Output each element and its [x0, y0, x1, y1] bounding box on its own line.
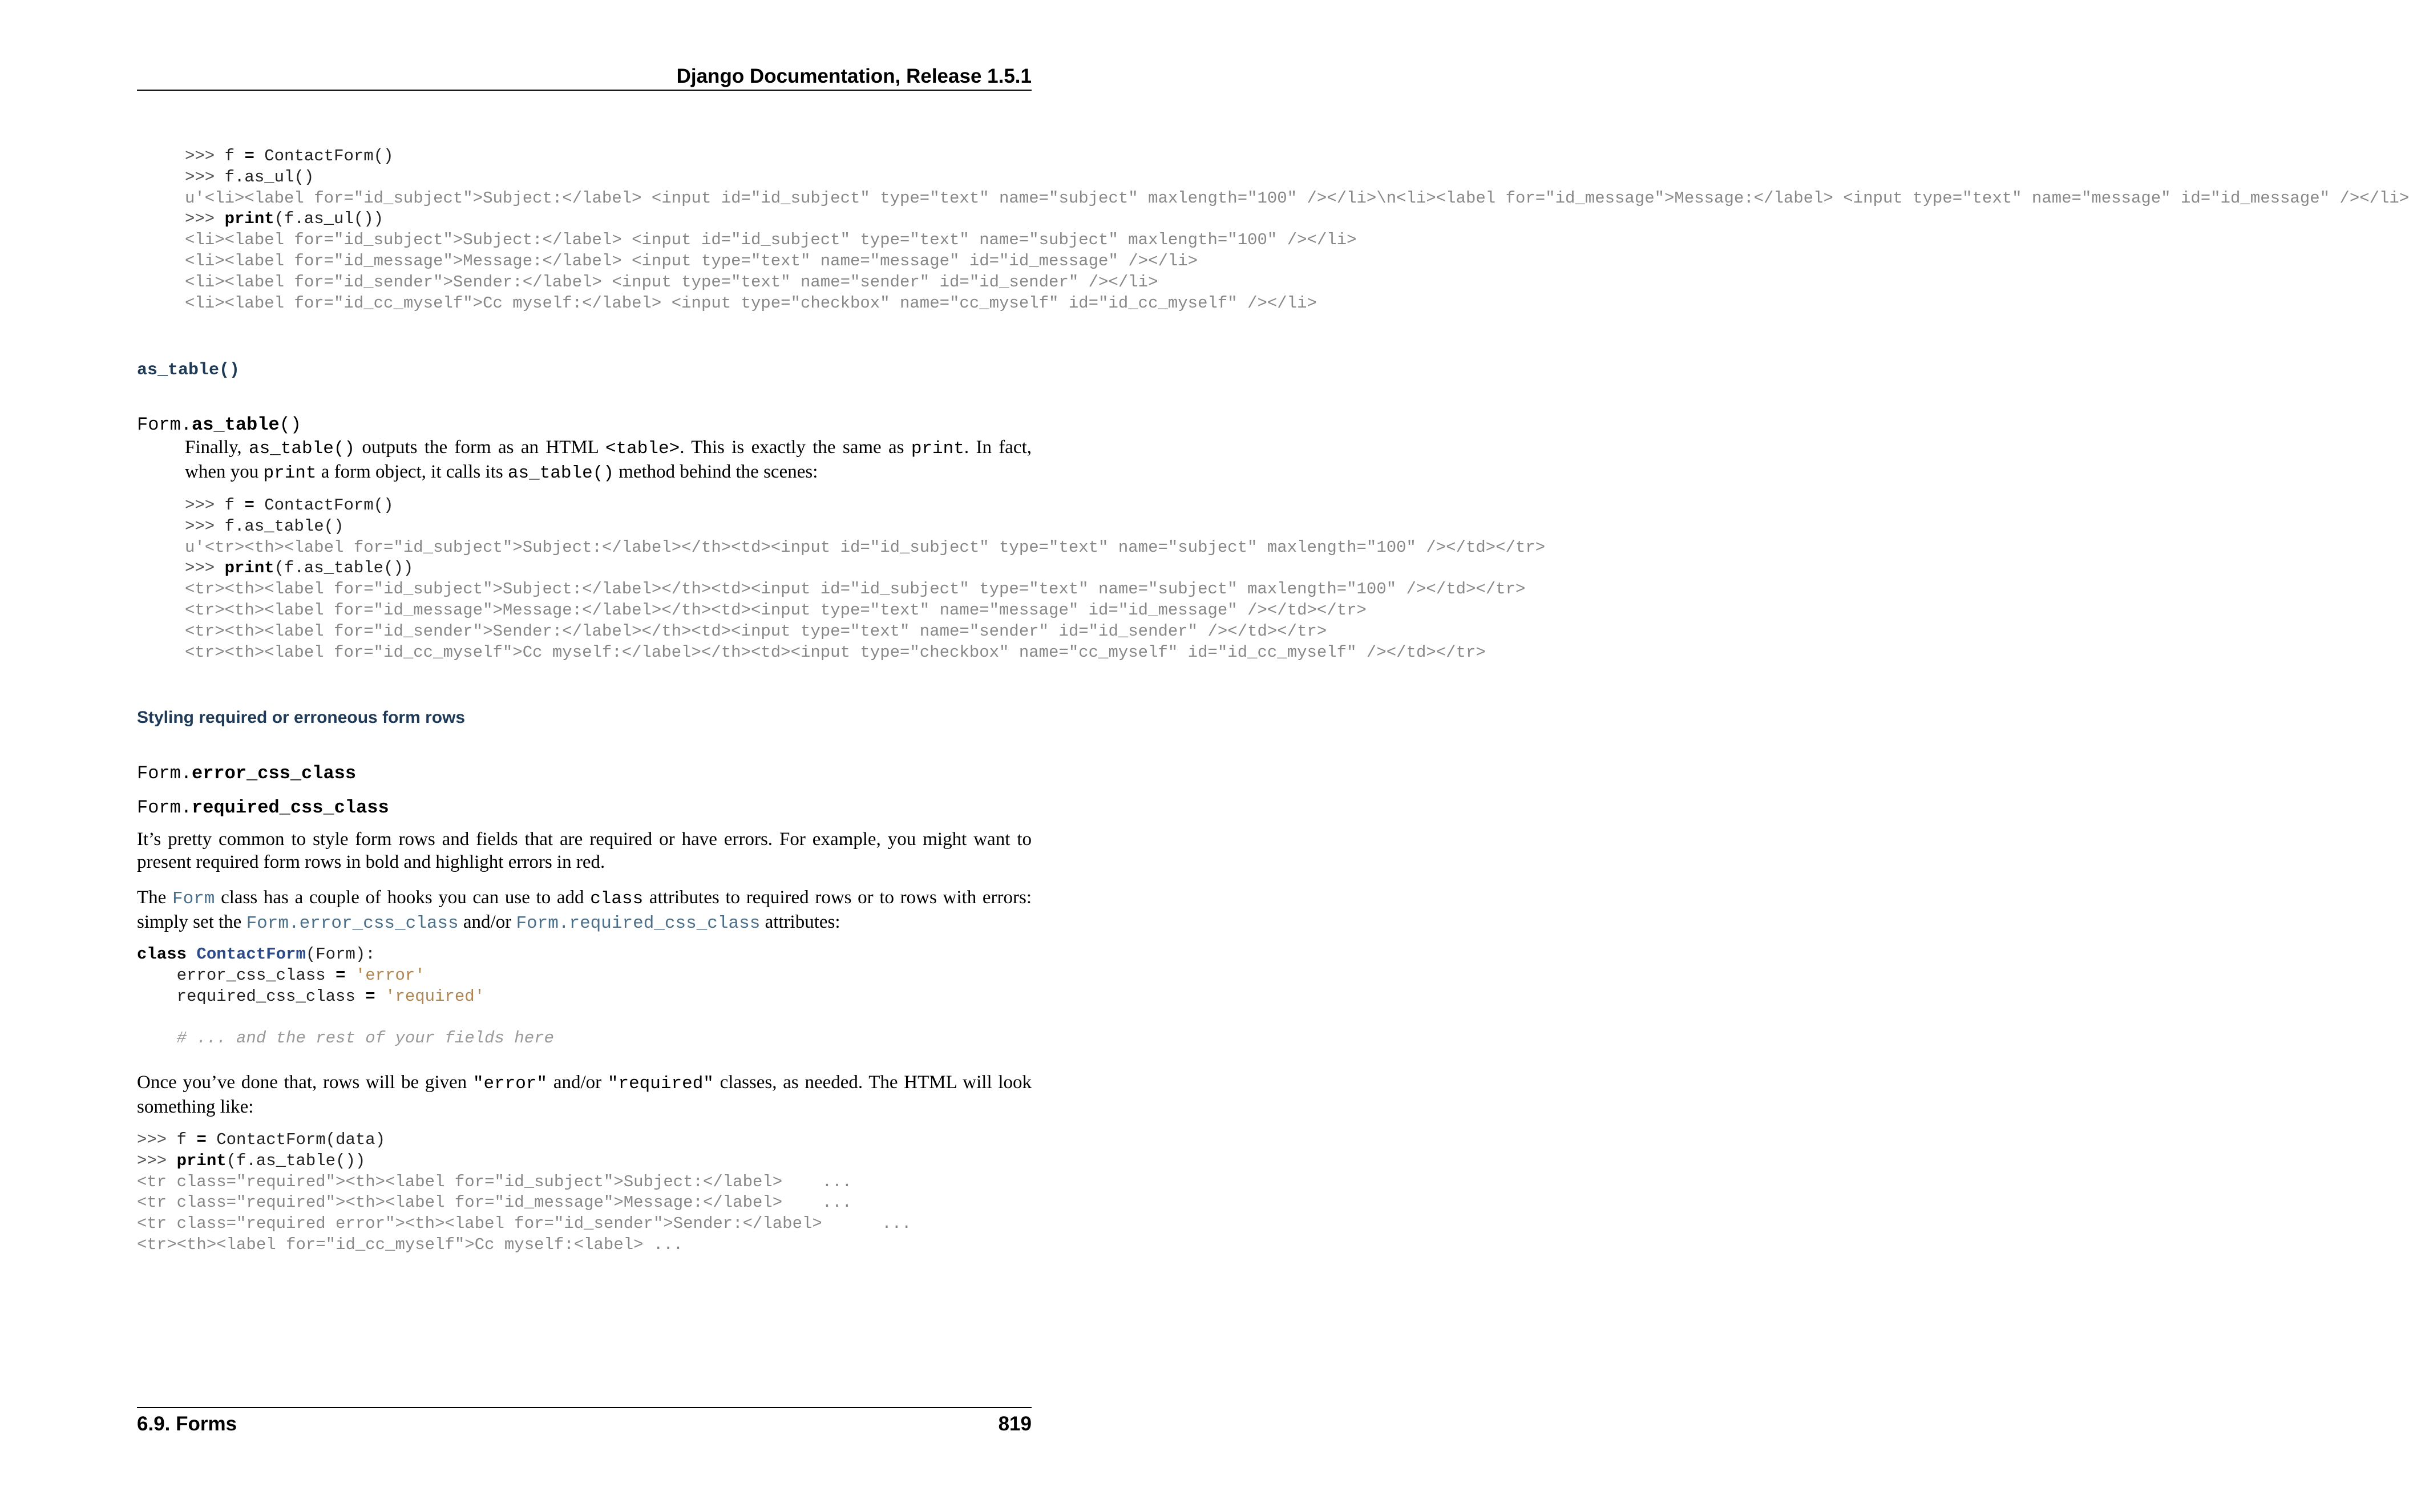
sig-name: as_table — [192, 414, 280, 435]
desc-code: print — [911, 439, 964, 459]
code-line — [185, 579, 1545, 600]
code-line — [185, 537, 1545, 559]
desc-text: . In fact, when you — [185, 437, 1032, 482]
code-statement: f = ContactForm() — [224, 147, 394, 165]
code-statement: (f.as_table()) — [274, 559, 414, 578]
code-output: <tr class="required"><th><label for="id_message">Message:</label> ... — [137, 1193, 852, 1212]
code-comment: # ... and the rest of your fields here — [137, 1029, 554, 1048]
para-text: and/or — [458, 912, 516, 932]
code-line — [185, 146, 2409, 167]
keyword-class: class — [137, 945, 187, 964]
code-statement: f.as_table() — [224, 516, 344, 536]
operator: = — [244, 496, 254, 515]
code-output: <tr><th><label for="id_cc_myself">Cc myself:</label></th><td><input type="checkbox" name="cc_myself" id="id_cc_myself" /></td></tr> — [185, 642, 1486, 662]
code-prompt: >>> — [185, 147, 225, 165]
code-line — [185, 558, 1545, 579]
code-output: <tr><th><label for="id_subject">Subject:</label></th><td><input id="id_subject" type="text" name="subject" maxlength="100" /></td></tr> — [185, 580, 1526, 599]
code-block-as-table — [185, 495, 1545, 663]
para-text: The — [137, 887, 172, 908]
link-error-css-class[interactable]: Form.error_css_class — [246, 913, 459, 933]
code-line — [185, 621, 1545, 642]
desc-code: as_table() — [507, 463, 614, 483]
para-text: attributes: — [760, 912, 840, 932]
para-code: "error" — [472, 1074, 548, 1094]
code-line — [137, 1172, 911, 1193]
code-prompt: >>> — [185, 167, 225, 187]
code-line — [185, 251, 2409, 272]
method-signature-as-table — [137, 412, 301, 437]
code-line — [137, 1192, 911, 1214]
attr-name: required_css_class — [137, 987, 366, 1006]
desc-code: as_table() — [248, 439, 355, 459]
code-line — [185, 293, 2409, 314]
link-required-css-class[interactable]: Form.required_css_class — [516, 913, 761, 933]
string-value: 'required' — [375, 987, 485, 1006]
para-code: "required" — [607, 1074, 714, 1094]
string-value: 'error' — [345, 965, 425, 985]
footer-rule — [137, 1407, 1032, 1408]
sig-class: Form. — [137, 414, 192, 435]
code-line — [185, 167, 2409, 188]
code-output: u'<li><label for="id_subject">Subject:</label> <input id="id_subject" type="text" name="subject" maxlength="100" /></li>\n<li><label for="id_message">Message:</label> <input type="text" name="message" id="id_message" /></li> — [185, 188, 2409, 208]
code-keyword: print — [176, 1151, 227, 1170]
code-output: <tr><th><label for="id_cc_myself">Cc myself:<label> ... — [137, 1235, 684, 1254]
styling-paragraph-1: It’s pretty common to style form rows and fields that are required or have errors. For example, you might want to present required form rows in bold and highlight errors in red. — [137, 829, 1032, 872]
header-rule — [137, 90, 1032, 91]
code-line — [185, 272, 2409, 293]
sig-name: error_css_class — [192, 763, 357, 784]
code-keyword: print — [224, 559, 274, 578]
code-line — [137, 1214, 911, 1235]
para-text: class has a couple of hooks you can use to add — [215, 887, 591, 908]
code-line — [185, 642, 1545, 664]
attribute-signature-error-css-class — [137, 761, 356, 786]
attr-name: error_css_class — [137, 965, 336, 985]
code-line — [185, 600, 1545, 621]
operator: = — [365, 987, 375, 1006]
code-prompt: >>> — [137, 1151, 177, 1170]
code-output: <li><label for="id_message">Message:</label> <input type="text" name="message" id="id_message" /></li> — [185, 251, 1198, 270]
attribute-signature-required-css-class — [137, 795, 389, 820]
class-name: ContactForm — [196, 945, 306, 964]
code-block-rendered-html — [137, 1130, 911, 1256]
code-statement: f = ContactForm() — [224, 496, 394, 515]
code-prompt: >>> — [185, 559, 225, 578]
code-line — [185, 516, 1545, 537]
sig-class: Form. — [137, 797, 192, 818]
para-text: Once you’ve done that, rows will be given — [137, 1072, 473, 1093]
code-line — [185, 209, 2409, 230]
operator: = — [244, 147, 254, 165]
as-table-description — [185, 436, 1032, 485]
heading-styling-rows: Styling required or erroneous form rows — [137, 708, 466, 727]
code-prompt: >>> — [185, 209, 225, 229]
styling-paragraph-2 — [137, 886, 1032, 935]
desc-text: method behind the scenes: — [613, 462, 818, 482]
link-form[interactable]: Form — [172, 889, 215, 909]
styling-paragraph-3 — [137, 1071, 1032, 1118]
operator: = — [196, 1130, 207, 1149]
para-text: and/or — [547, 1072, 608, 1093]
desc-text: a form object, it calls its — [316, 462, 508, 482]
code-line — [185, 495, 1545, 516]
code-line — [185, 188, 2409, 209]
sig-name: required_css_class — [192, 797, 389, 818]
code-prompt: >>> — [185, 496, 225, 515]
sig-class: Form. — [137, 763, 192, 784]
code-line — [137, 1151, 911, 1172]
code-prompt: >>> — [185, 516, 225, 536]
code-statement: (f.as_ul()) — [274, 209, 384, 229]
code-output: <tr><th><label for="id_message">Message:</label></th><td><input type="text" name="message" id="id_message" /></td></tr> — [185, 600, 1367, 620]
code-line — [137, 1235, 911, 1256]
desc-text: . This is exactly the same as — [680, 437, 911, 458]
operator: = — [336, 965, 346, 985]
desc-text: Finally, — [185, 437, 249, 458]
code-line — [185, 230, 2409, 251]
sig-parens: () — [279, 414, 302, 435]
para-code: class — [590, 889, 644, 909]
code-prompt: >>> — [137, 1130, 177, 1149]
footer-section: 6.9. Forms — [137, 1413, 237, 1435]
code-output: u'<tr><th><label for="id_subject">Subject:</label></th><td><input id="id_subject" type="text" name="subject" maxlength="100" /></td></tr> — [185, 537, 1546, 557]
code-output: <tr class="required error"><th><label for="id_sender">Sender:</label> ... — [137, 1214, 912, 1234]
footer-page-number: 819 — [998, 1413, 1032, 1435]
desc-code: print — [263, 463, 317, 483]
code-block-as-ul — [185, 146, 2409, 314]
code-output: <li><label for="id_cc_myself">Cc myself:</label> <input type="checkbox" name="cc_myself" id="id_cc_myself" /></li> — [185, 293, 1317, 313]
desc-text: outputs the form as an HTML — [355, 437, 605, 458]
code-output: <tr class="required"><th><label for="id_subject">Subject:</label> ... — [137, 1172, 852, 1191]
desc-code: <table> — [605, 439, 680, 459]
class-base: (Form): — [305, 945, 375, 964]
code-output: <li><label for="id_sender">Sender:</label> <input type="text" name="sender" id="id_sender" /></li> — [185, 272, 1158, 292]
code-statement: f = ContactForm(data) — [176, 1130, 386, 1149]
running-header-title: Django Documentation, Release 1.5.1 — [676, 65, 1032, 87]
code-keyword: print — [224, 209, 274, 229]
para-text: classes, as needed. The HTML will look something like: — [137, 1072, 1032, 1117]
code-output: <tr><th><label for="id_sender">Sender:</label></th><td><input type="text" name="sender" id="id_sender" /></td></tr> — [185, 621, 1327, 641]
code-statement: f.as_ul() — [224, 167, 314, 187]
heading-as-table: as_table() — [137, 361, 240, 380]
code-line — [137, 1130, 911, 1151]
code-output: <li><label for="id_subject">Subject:</label> <input id="id_subject" type="text" name="subject" maxlength="100" /></li> — [185, 231, 1357, 250]
para-text: attributes to required rows or to rows with errors: simply set the — [137, 887, 1032, 932]
code-statement: (f.as_table()) — [226, 1151, 366, 1170]
code-block-class-definition — [137, 944, 554, 1049]
